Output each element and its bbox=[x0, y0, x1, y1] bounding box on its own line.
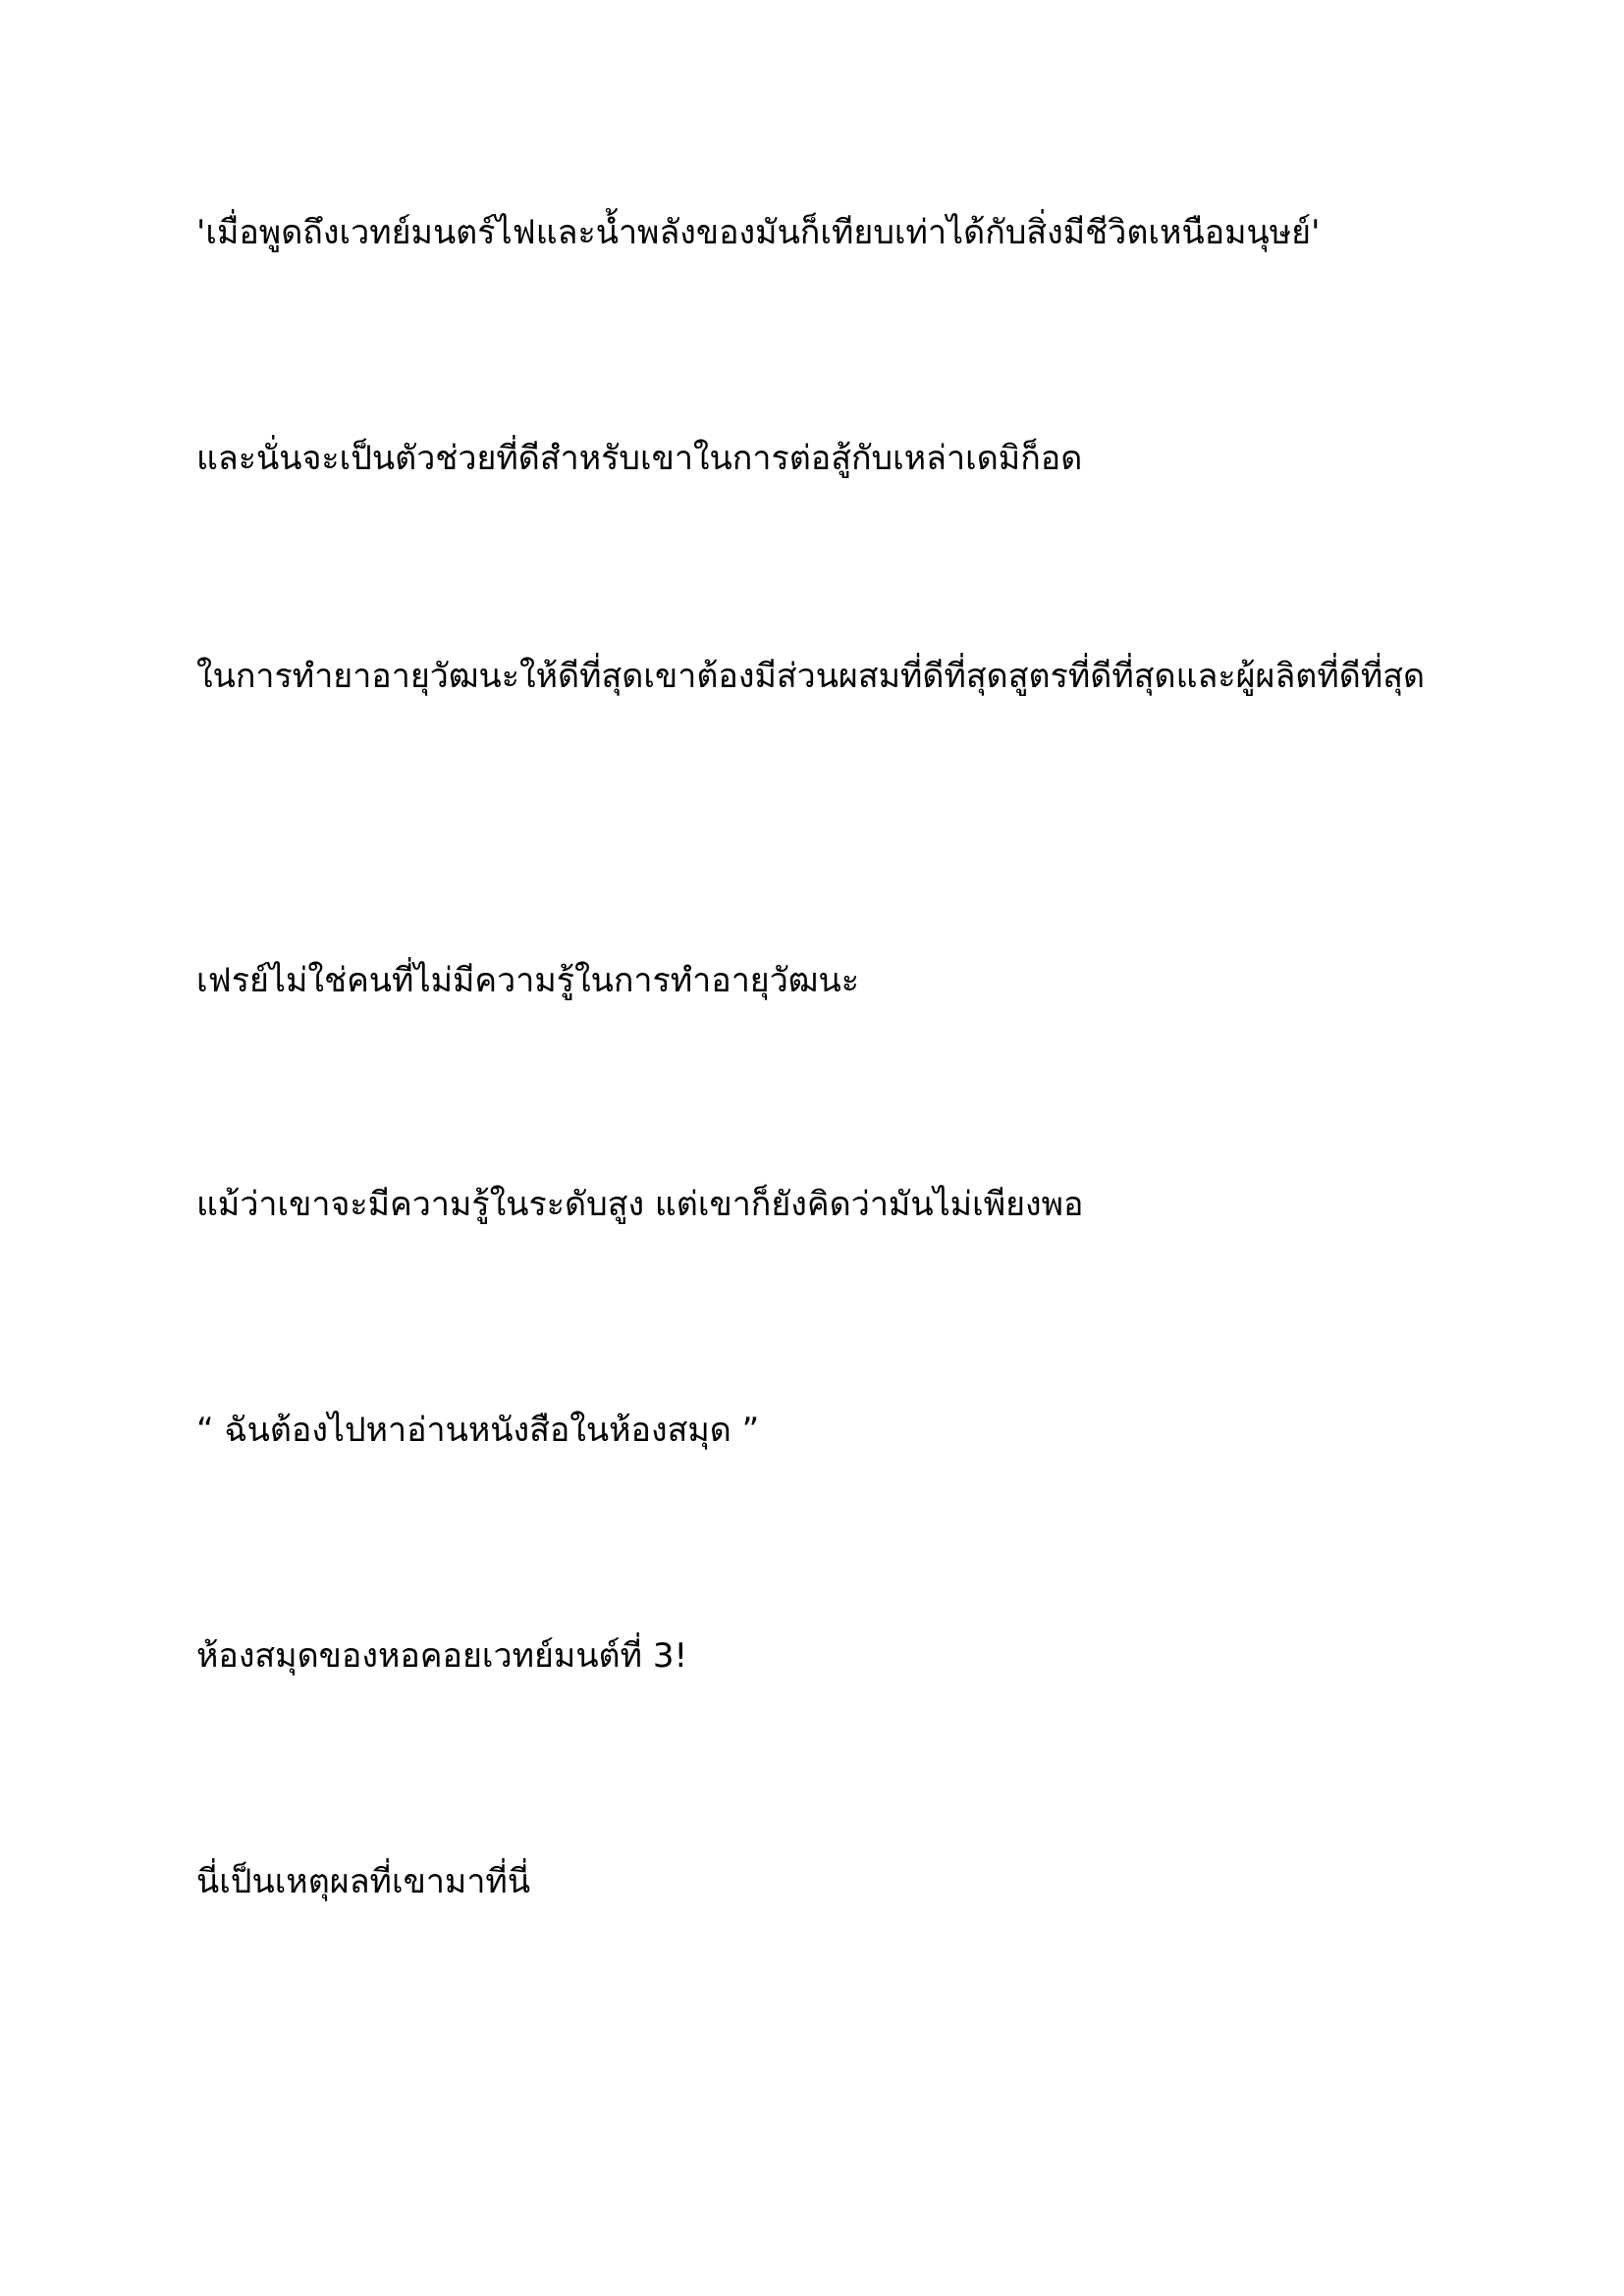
paragraph-4: เฟรย์ไม่ใช่คนที่ไม่มีความรู้ในการทำอายุวัฒนะ bbox=[196, 961, 860, 1000]
paragraph-7: ห้องสมุดของหอคอยเวทย์มนต์ที่ 3! bbox=[196, 1636, 688, 1676]
paragraph-6: “ ฉันต้องไปหาอ่านหนังสือในห้องสมุด ” bbox=[196, 1411, 760, 1450]
paragraph-5: แม้ว่าเขาจะมีความรู้ในระดับสูง แต่เขาก็ยังคิดว่ามันไม่เพียงพอ bbox=[196, 1185, 1084, 1224]
paragraph-1: 'เมื่อพูดถึงเวทย์มนตร์ไฟและน้ำพลังของมันก็เทียบเท่าได้กับสิ่งมีชีวิตเหนือมนุษย์' bbox=[196, 213, 1321, 252]
paragraph-2: และนั่นจะเป็นตัวช่วยที่ดีสำหรับเขาในการต่อสู้กับเหล่าเดมิก็อด bbox=[196, 439, 1083, 478]
paragraph-3: ในการทำยาอายุวัฒนะให้ดีที่สุดเขาต้องมีส่วนผสมที่ดีที่สุดสูตรที่ดีที่สุดและผู้ผลิตที่ดีที่สุด bbox=[196, 657, 1426, 696]
paragraph-8: นี่เป็นเหตุผลที่เขามาที่นี่ bbox=[196, 1862, 531, 1901]
